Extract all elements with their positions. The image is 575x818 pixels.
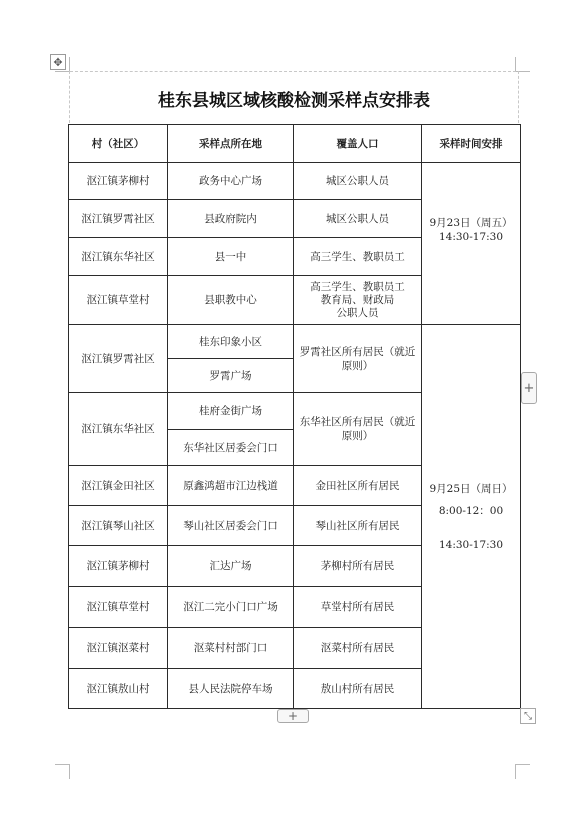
population-cell[interactable]: 城区公职人员 [294, 163, 422, 200]
table-resize-handle[interactable] [520, 708, 536, 724]
move-icon: ✥ [53, 55, 63, 69]
page-corner-mark-top-right [515, 57, 530, 72]
population-cell[interactable]: 琴山社区所有居民 [294, 506, 422, 546]
header-village[interactable]: 村（社区） [69, 125, 168, 163]
table-row [69, 163, 521, 200]
village-cell[interactable]: 沤江镇敖山村 [69, 669, 168, 709]
village-cell[interactable]: 沤江镇罗霄社区 [69, 200, 168, 238]
village-cell[interactable]: 沤江镇东华社区 [69, 393, 168, 466]
page-corner-mark-bottom-right [515, 764, 530, 779]
site-cell[interactable]: 琴山社区居委会门口 [168, 506, 294, 546]
schedule-date: 9月25日（周日） [429, 482, 513, 495]
resize-diagonal-icon: ⤡ [524, 710, 532, 722]
population-cell[interactable]: 金田社区所有居民 [294, 466, 422, 506]
population-cell[interactable]: 高三学生、教职员工 教育局、财政局 公职人员 [294, 276, 422, 325]
table-move-handle[interactable] [50, 54, 66, 70]
plus-icon: + [287, 709, 299, 723]
add-row-button[interactable] [277, 709, 309, 723]
population-cell[interactable]: 城区公职人员 [294, 200, 422, 238]
site-cell[interactable]: 桂府金街广场 [168, 393, 294, 430]
site-cell[interactable]: 原鑫鸿超市江边栈道 [168, 466, 294, 506]
schedule-cell-sep25[interactable] [422, 325, 521, 709]
site-cell[interactable]: 桂东印象小区 [168, 325, 294, 359]
village-cell[interactable]: 沤江镇沤菜村 [69, 628, 168, 669]
site-cell[interactable]: 罗霄广场 [168, 359, 294, 393]
population-cell[interactable]: 罗霄社区所有居民（就近原则） [294, 325, 422, 393]
add-column-button[interactable] [521, 372, 537, 404]
site-cell[interactable]: 东华社区居委会门口 [168, 430, 294, 466]
schedule-cell-sep23[interactable] [422, 163, 521, 325]
village-cell[interactable]: 沤江镇草堂村 [69, 587, 168, 628]
village-cell[interactable]: 沤江镇茅柳村 [69, 546, 168, 587]
site-cell[interactable]: 县职教中心 [168, 276, 294, 325]
population-cell[interactable]: 茅柳村所有居民 [294, 546, 422, 587]
site-cell[interactable]: 县人民法院停车场 [168, 669, 294, 709]
schedule-date: 9月23日（周五） [429, 216, 513, 229]
village-cell[interactable]: 沤江镇东华社区 [69, 238, 168, 276]
schedule-time-afternoon: 14:30-17:30 [438, 538, 504, 551]
village-cell[interactable]: 沤江镇茅柳村 [69, 163, 168, 200]
site-cell[interactable]: 汇达广场 [168, 546, 294, 587]
population-cell[interactable]: 敖山村所有居民 [294, 669, 422, 709]
header-schedule[interactable]: 采样时间安排 [422, 125, 521, 163]
village-cell[interactable]: 沤江镇琴山社区 [69, 506, 168, 546]
site-cell[interactable]: 县一中 [168, 238, 294, 276]
site-cell[interactable]: 县政府院内 [168, 200, 294, 238]
sampling-schedule-table[interactable] [68, 124, 521, 709]
table-row [69, 325, 521, 359]
village-cell[interactable]: 沤江镇罗霄社区 [69, 325, 168, 393]
header-site[interactable]: 采样点所在地 [168, 125, 294, 163]
site-cell[interactable]: 沤菜村村部门口 [168, 628, 294, 669]
population-cell[interactable]: 草堂村所有居民 [294, 587, 422, 628]
village-cell[interactable]: 沤江镇金田社区 [69, 466, 168, 506]
site-cell[interactable]: 政务中心广场 [168, 163, 294, 200]
schedule-time: 14:30-17:30 [438, 230, 504, 243]
population-cell[interactable]: 东华社区所有居民（就近原则） [294, 393, 422, 466]
plus-icon: + [523, 380, 535, 396]
site-cell[interactable]: 沤江二完小门口广场 [168, 587, 294, 628]
text-boundary-top [70, 71, 516, 72]
document-title: 桂东县城区域核酸检测采样点安排表 [158, 91, 430, 111]
population-cell[interactable]: 沤菜村所有居民 [294, 628, 422, 669]
page-corner-mark-bottom-left [55, 764, 70, 779]
schedule-time-morning: 8:00-12：00 [438, 504, 504, 517]
village-cell[interactable]: 沤江镇草堂村 [69, 276, 168, 325]
header-population[interactable]: 覆盖人口 [294, 125, 422, 163]
population-cell[interactable]: 高三学生、教职员工 [294, 238, 422, 276]
table-header-row [69, 125, 521, 163]
